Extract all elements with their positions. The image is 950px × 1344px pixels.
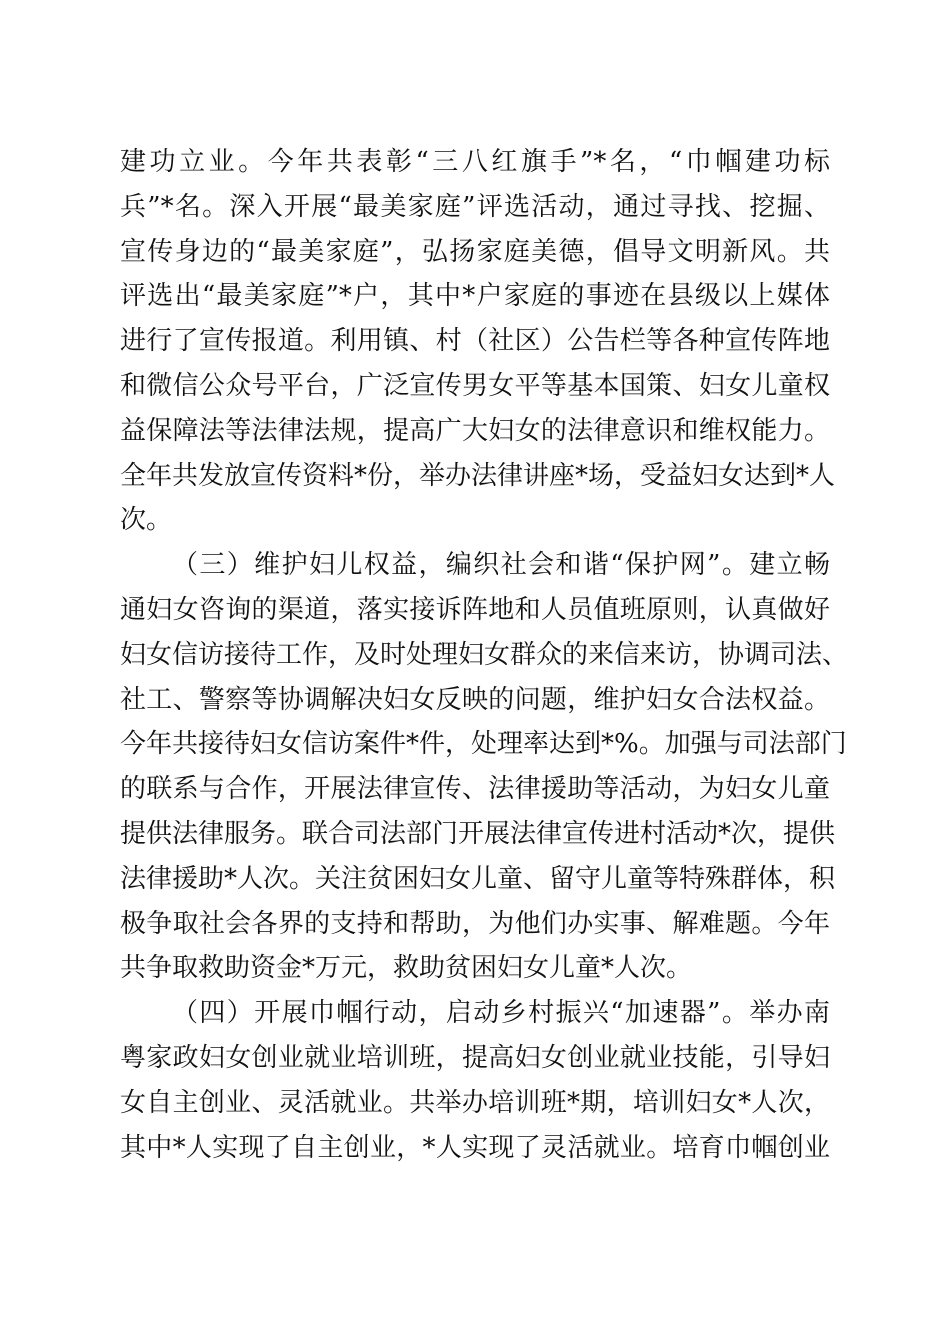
- text-line: 女自主创业、灵活就业。共举办培训班*期，培训妇女*人次，: [120, 1087, 830, 1118]
- text-line: 今年共接待妇女信访案件*件，处理率达到*%。加强与司法部门: [120, 729, 847, 760]
- text-line: 妇女信访接待工作，及时处理妇女群众的来信来访，协调司法、: [120, 639, 849, 670]
- text-line: 的联系与合作，开展法律宣传、法律援助等活动，为妇女儿童: [120, 774, 830, 805]
- text-line: 益保障法等法律法规，提高广大妇女的法律意识和维权能力。: [120, 415, 830, 446]
- text-line: 法律援助*人次。关注贫困妇女儿童、留守儿童等特殊群体，积: [120, 863, 836, 894]
- text-line: 兵”*名。深入开展“最美家庭”评选活动，通过寻找、挖掘、: [120, 191, 830, 222]
- document-body: [120, 140, 849, 1170]
- text-line: 通妇女咨询的渠道，落实接诉阵地和人员值班原则，认真做好: [120, 594, 830, 625]
- section-heading-line: （四）开展巾帼行动，启动乡村振兴“加速器”。举办南: [172, 998, 830, 1029]
- text-line: 极争取社会各界的支持和帮助，为他们办实事、解难题。今年: [120, 908, 830, 939]
- text-line: 其中*人实现了自主创业，*人实现了灵活就业。培育巾帼创业: [120, 1132, 830, 1163]
- text-line: 宣传身边的“最美家庭”，弘扬家庭美德，倡导文明新风。共: [120, 236, 830, 267]
- text-line: 共争取救助资金*万元，救助贫困妇女儿童*人次。: [120, 953, 693, 984]
- paragraph-rural-revitalization: [120, 991, 830, 1170]
- text-line: 次。: [120, 505, 173, 536]
- text-line: 建功立业。今年共表彰“三八红旗手”*名，“巾帼建功标: [120, 147, 830, 177]
- text-line: 进行了宣传报道。利用镇、村（社区）公告栏等各种宣传阵地: [120, 326, 830, 357]
- text-line: 社工、警察等协调解决妇女反映的问题，维护妇女合法权益。: [120, 684, 830, 715]
- text-line: 全年共发放宣传资料*份，举办法律讲座*场，受益妇女达到*人: [120, 460, 836, 491]
- paragraph-rights-protection: [120, 543, 849, 991]
- text-line: 和微信公众号平台，广泛宣传男女平等基本国策、妇女儿童权: [120, 370, 830, 401]
- text-line: 提供法律服务。联合司法部门开展法律宣传进村活动*次，提供: [120, 818, 836, 849]
- paragraph-publicity: [120, 140, 836, 543]
- text-line: 粤家政妇女创业就业培训班，提高妇女创业就业技能，引导妇: [120, 1042, 830, 1073]
- section-heading-line: （三）维护妇儿权益，编织社会和谐“保护网”。建立畅: [172, 550, 830, 581]
- text-line: 评选出“最美家庭”*户，其中*户家庭的事迹在县级以上媒体: [120, 281, 830, 312]
